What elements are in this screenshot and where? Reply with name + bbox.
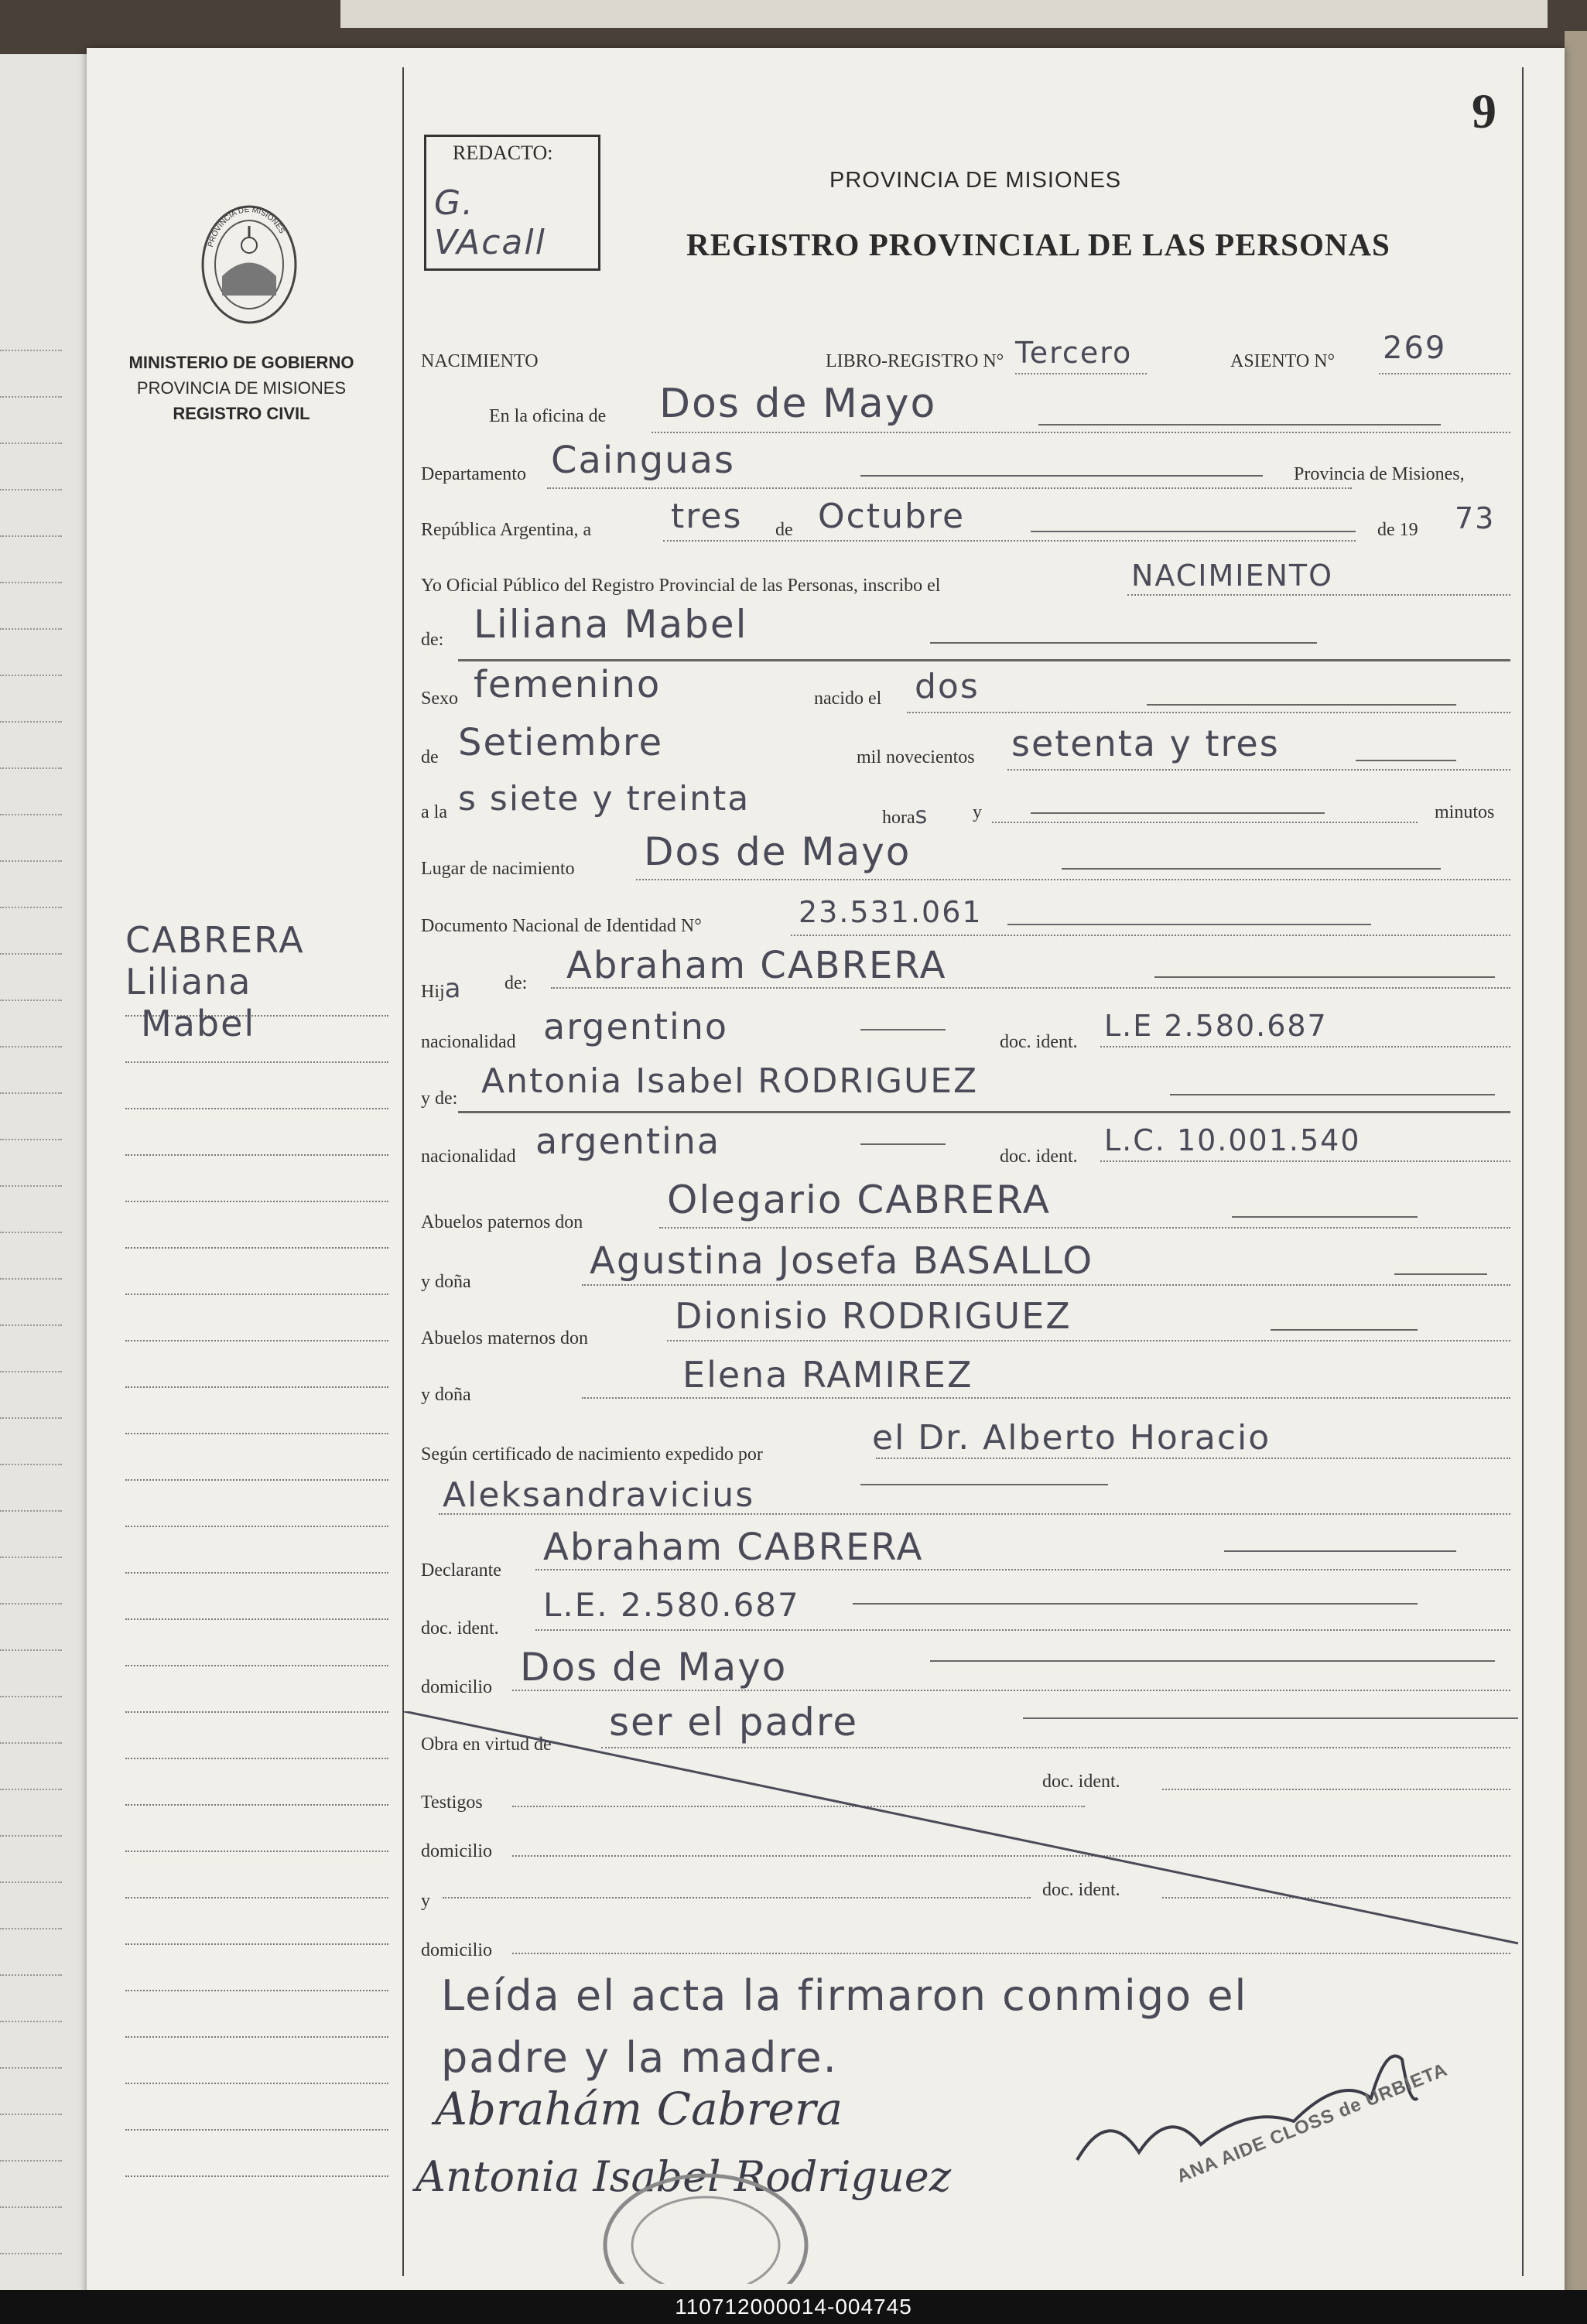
madre-value: Antonia Isabel RODRIGUEZ: [481, 1061, 979, 1101]
ministry-heading: [87, 350, 396, 426]
dni-label: Documento Nacional de Identidad N°: [421, 916, 702, 936]
nac2-label: nacionalidad: [421, 1147, 516, 1167]
cancellation-line: [404, 1711, 1526, 1951]
nac1-value: argentino: [543, 1006, 729, 1048]
domicilio3-label: domicilio: [421, 1940, 492, 1960]
closing-line2: padre y la madre.: [441, 2033, 838, 2082]
book-cover-edge: [1565, 31, 1587, 2305]
signature-mother: Antonia Isabel Rodriguez: [416, 2152, 952, 2201]
docident3-label: doc. ident.: [421, 1618, 499, 1639]
libro-value: Tercero: [1015, 336, 1133, 370]
asiento-value: 269: [1383, 330, 1447, 366]
nombre-value: Liliana Mabel: [474, 602, 748, 647]
officer-stamp: ANA AIDE CLOSS de URBIETA: [1174, 2059, 1451, 2188]
nac1-label: nacionalidad: [421, 1032, 516, 1052]
anio-value: 73: [1455, 501, 1496, 535]
redacto-box: [424, 135, 600, 271]
nacimiento-label: NACIMIENTO: [421, 351, 539, 371]
ydona2-label: y doña: [421, 1385, 471, 1405]
page-number: 9: [1472, 84, 1496, 138]
docident4-label: doc. ident.: [1042, 1772, 1120, 1792]
dni-value: 23.531.061: [799, 895, 983, 929]
oficina-value: Dos de Mayo: [659, 381, 937, 427]
sexo-label: Sexo: [421, 689, 458, 709]
hij-de-label: de:: [504, 973, 528, 993]
nac2-value: argentina: [535, 1120, 721, 1162]
ministry-line2: PROVINCIA DE MISIONES: [136, 378, 347, 398]
docident1-value: L.E 2.580.687: [1104, 1009, 1328, 1043]
domicilio-label: domicilio: [421, 1677, 492, 1697]
padre-value: Abraham CABRERA: [566, 944, 947, 987]
hij-label: Hija: [421, 973, 463, 1004]
mil-label: mil novecientos: [857, 747, 975, 767]
departamento-value: Cainguas: [551, 439, 735, 482]
obra-label: Obra en virtud de: [421, 1734, 552, 1755]
ydona2-value: Elena RAMIREZ: [682, 1354, 973, 1396]
abm-label: Abuelos maternos don: [421, 1328, 588, 1348]
declarante-label: Declarante: [421, 1560, 501, 1581]
margin-note: [125, 919, 305, 1044]
signature-father: Abrahám Cabrera: [435, 2083, 843, 2135]
mes-value: Octubre: [818, 497, 966, 536]
yde-label: y de:: [421, 1089, 458, 1109]
docident2-value: L.C. 10.001.540: [1104, 1123, 1361, 1157]
hora-label: horas: [882, 802, 929, 829]
dia-value: tres: [671, 497, 743, 536]
republica-label: República Argentina, a: [421, 520, 592, 540]
libro-label: LIBRO-REGISTRO N°: [826, 351, 1004, 371]
y-label: y: [973, 802, 982, 822]
lugar-label: Lugar de nacimiento: [421, 859, 575, 879]
footer-code: 110712000014-004745: [675, 2295, 912, 2319]
registry-heading: REGISTRO PROVINCIAL DE LAS PERSONAS: [686, 227, 1390, 262]
testigos-label: Testigos: [421, 1793, 483, 1813]
provincia-label: Provincia de Misiones,: [1294, 464, 1465, 484]
margin-note-surname: CABRERA: [125, 919, 305, 961]
redacto-label: REDACTO:: [453, 142, 553, 164]
declarante-value: Abraham CABRERA: [543, 1526, 924, 1569]
ydona1-label: y doña: [421, 1272, 471, 1292]
oficina-label: En la oficina de: [489, 406, 607, 426]
y2-label: y: [421, 1891, 430, 1911]
ministry-line1: MINISTERIO DE GOBIERNO: [128, 353, 354, 372]
oficial-text: Yo Oficial Público del Registro Provincial de las Personas, inscribo el: [421, 576, 941, 596]
docident1-label: doc. ident.: [1000, 1032, 1078, 1052]
docident2-label: doc. ident.: [1000, 1147, 1078, 1167]
sexo-value: femenino: [474, 663, 662, 706]
svg-text:PROVINCIA DE MISIONES: PROVINCIA DE MISIONES: [206, 205, 286, 248]
seal-inscription: [199, 203, 299, 330]
de2-label: de: [421, 747, 439, 767]
nacido-label: nacido el: [814, 689, 882, 709]
de-label: de: [775, 520, 793, 540]
margin-note-name2: Mabel: [141, 1003, 256, 1044]
lugar-value: Dos de Mayo: [644, 829, 911, 874]
de-anio-label: de 19: [1377, 520, 1418, 540]
asiento-label: ASIENTO N°: [1230, 351, 1336, 371]
cert-value: el Dr. Alberto Horacio Aleksandravicius: [443, 1418, 1271, 1515]
de-nombre-label: de:: [421, 630, 444, 650]
ala-label: a la: [421, 802, 447, 822]
docident3-value: L.E. 2.580.687: [543, 1586, 800, 1624]
departamento-label: Departamento: [421, 464, 526, 484]
nacido-value: dos: [915, 667, 980, 706]
anio-nac-value: setenta y tres: [1011, 723, 1280, 764]
domicilio-value: Dos de Mayo: [520, 1645, 788, 1690]
closing-line1: Leída el acta la firmaron conmigo el: [441, 1971, 1248, 2020]
left-page: [0, 54, 88, 2302]
background-page-edge: [340, 0, 1548, 28]
register-page: [87, 48, 1565, 2295]
margin-note-name1: Liliana: [125, 961, 252, 1003]
hora-value: s siete y treinta: [458, 779, 751, 819]
abm-value: Dionisio RODRIGUEZ: [675, 1295, 1072, 1337]
oficial-value: NACIMIENTO: [1131, 559, 1334, 593]
cert-label: Según certificado de nacimiento expedido por: [421, 1444, 763, 1464]
abp-value: Olegario CABRERA: [667, 1177, 1051, 1222]
mes-nac-value: Setiembre: [458, 721, 664, 764]
official-seal-stamp: [590, 2152, 822, 2284]
province-heading: PROVINCIA DE MISIONES: [829, 168, 1122, 193]
minutos-label: minutos: [1435, 802, 1495, 822]
ministry-line3: REGISTRO CIVIL: [173, 404, 310, 423]
abp-label: Abuelos paternos don: [421, 1212, 583, 1232]
redacto-value: G. VAcall: [434, 183, 546, 262]
ydona1-value: Agustina Josefa BASALLO: [590, 1239, 1094, 1283]
obra-value: ser el padre: [609, 1700, 859, 1745]
domicilio2-label: domicilio: [421, 1841, 492, 1861]
docident5-label: doc. ident.: [1042, 1880, 1120, 1900]
footer-bar: [0, 2290, 1587, 2324]
